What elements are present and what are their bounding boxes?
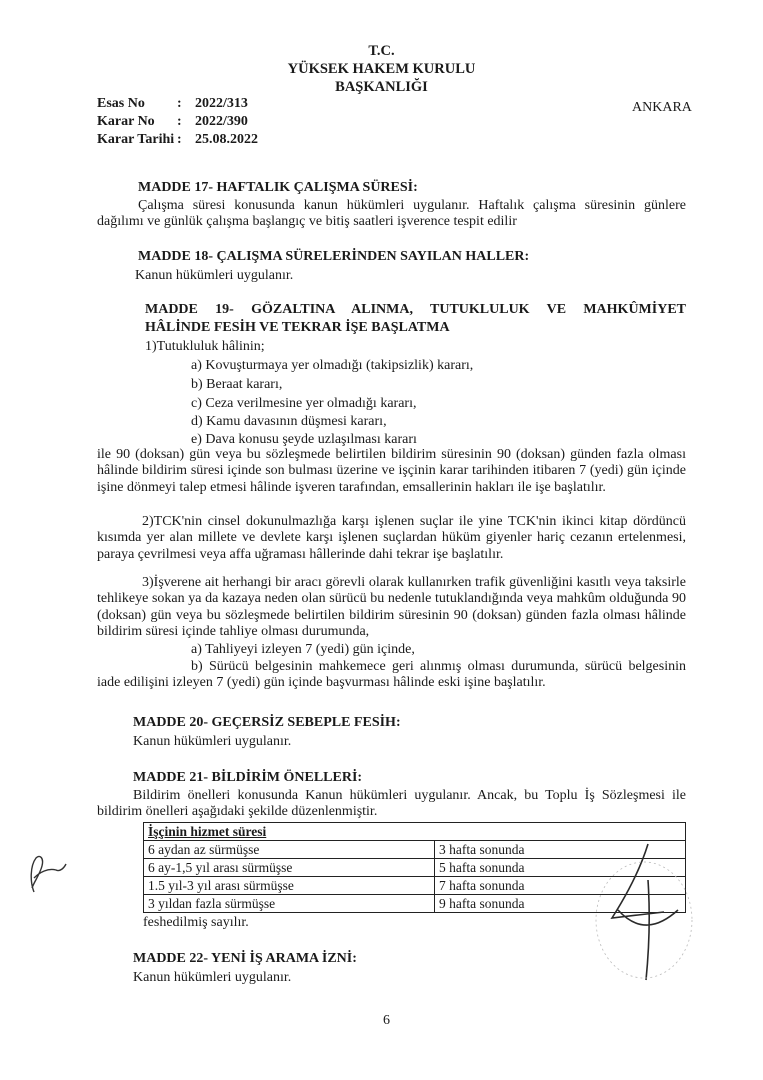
header-presidency: BAŞKANLIĞI — [335, 79, 428, 95]
madde-21-after-table: feshedilmiş sayılır. — [143, 915, 249, 930]
header-institution: YÜKSEK HAKEM KURULU — [287, 61, 476, 77]
table-cell-notice: 9 hafta sonunda — [435, 895, 686, 913]
table-header: İşçinin hizmet süresi — [144, 823, 686, 841]
handwritten-initial-icon — [20, 848, 70, 898]
header-tc: T.C. — [368, 43, 395, 59]
table-cell-period: 1.5 yıl-3 yıl arası sürmüşse — [144, 877, 435, 895]
madde-17-heading: MADDE 17- HAFTALIK ÇALIŞMA SÜRESİ: — [138, 180, 418, 195]
madde-22-heading: MADDE 22- YENİ İŞ ARAMA İZNİ: — [133, 951, 357, 966]
meta-esas-no: Esas No : 2022/313 — [97, 96, 248, 111]
madde-17-text: Çalışma süresi konusunda kanun hükümleri uygulanır. Haftalık çalışma süresinin günlere dağılımı ve günlük çalışma başlangıç ve bitiş saatleri işverence tespit edilir — [97, 198, 686, 230]
page-number: 6 — [383, 1013, 390, 1028]
madde-20-heading: MADDE 20- GEÇERSİZ SEBEPLE FESİH: — [133, 715, 401, 730]
madde-18-heading: MADDE 18- ÇALIŞMA SÜRELERİNDEN SAYILAN HALLER: — [138, 249, 530, 264]
table-cell-notice: 7 hafta sonunda — [435, 877, 686, 895]
madde-19-item-e: e) Dava konusu şeyde uzlaşılması kararı — [191, 432, 417, 447]
madde-19-p3: 3)İşverene ait herhangi bir aracı görevli olarak kullanırken trafik güvenliğini kasıtlı veya taksirle tehlikeye sokan ya da kazaya neden olan sürücü bu nedenle tutuklandığında veya mahkûm olduğunda 90 (doksan) gün veya bu sözleşmede belirtilen bildirim süresinin 90 (doksan) günden fazla olması hâlinde bildirim süresi içinde tahliye olması durumunda, — [97, 575, 686, 639]
table-cell-period: 6 ay-1,5 yıl arası sürmüşse — [144, 859, 435, 877]
madde-19-heading-line2: HÂLİNDE FESİH VE TEKRAR İŞE BAŞLATMA — [145, 320, 450, 335]
table-cell-period: 3 yıldan fazla sürmüşse — [144, 895, 435, 913]
madde-19-item-a: a) Kovuşturmaya yer olmadığı (takipsizlik) kararı, — [191, 358, 474, 373]
madde-19-item-d: d) Kamu davasının düşmesi kararı, — [191, 414, 387, 429]
madde-19-item-c: c) Ceza verilmesine yer olmadığı kararı, — [191, 396, 417, 411]
table-cell-notice: 3 hafta sonunda — [435, 841, 686, 859]
madde-20-text: Kanun hükümleri uygulanır. — [133, 734, 292, 749]
madde-19-p2: 2)TCK'nin cinsel dokunulmazlığa karşı işlenen suçlar ile yine TCK'nin ikinci kitap dördüncü kısımda yer alan millete ve devlete karşı işlenen suçlardan hüküm giyenler hariç cezanın ertelenmesi, paraya çevrilmesi veya affa uğraması hâllerinde dahi tekrar işe başlatılır. — [97, 514, 686, 562]
madde-19-p3-b: b) Sürücü belgesinin mahkemece geri alınmış olması durumunda, sürücü belgesinin iade edilişini izleyen 7 (yedi) gün içinde başvurması hâlinde eski işine başlatılır. — [97, 659, 686, 691]
madde-22-text: Kanun hükümleri uygulanır. — [133, 970, 292, 985]
meta-karar-no: Karar No : 2022/390 — [97, 114, 248, 129]
madde-19-p1-rest: ile 90 (doksan) gün veya bu sözleşmede belirtilen bildirim süresinin 90 (doksan) günden fazla olması hâlinde bildirim süresi içinde son bulması üzerine ve işçinin karar tarihinden itibaren 7 (yedi) gün içinde işine dönmeyi talep etmesi hâlinde işveren tarafından, emsallerinin hakları ile işe başlatılır. — [97, 447, 686, 495]
madde-21-heading: MADDE 21- BİLDİRİM ÖNELLERİ: — [133, 770, 363, 785]
madde-21-text: Bildirim önelleri konusunda Kanun hükümleri uygulanır. Ancak, bu Toplu İş Sözleşmesi ile bildirim önelleri aşağıdaki şekilde düzenlenmiştir. — [97, 788, 686, 820]
madde-19-heading-line1: MADDE 19- GÖZALTINA ALINMA, TUTUKLULUK VE MAHKÛMİYET — [145, 302, 686, 317]
table-cell-notice: 5 hafta sonunda — [435, 859, 686, 877]
madde-19-item-b: b) Beraat kararı, — [191, 377, 283, 392]
city: ANKARA — [632, 100, 692, 115]
meta-karar-tarihi: Karar Tarihi : 25.08.2022 — [97, 132, 258, 147]
madde-19-p1-intro: 1)Tutukluluk hâlinin; — [145, 339, 265, 354]
table-cell-period: 6 aydan az sürmüşse — [144, 841, 435, 859]
table-header-row — [144, 823, 686, 841]
madde-18-text: Kanun hükümleri uygulanır. — [135, 268, 294, 283]
madde-19-p3-a: a) Tahliyeyi izleyen 7 (yedi) gün içinde, — [191, 642, 415, 657]
signature-icon — [588, 840, 708, 990]
